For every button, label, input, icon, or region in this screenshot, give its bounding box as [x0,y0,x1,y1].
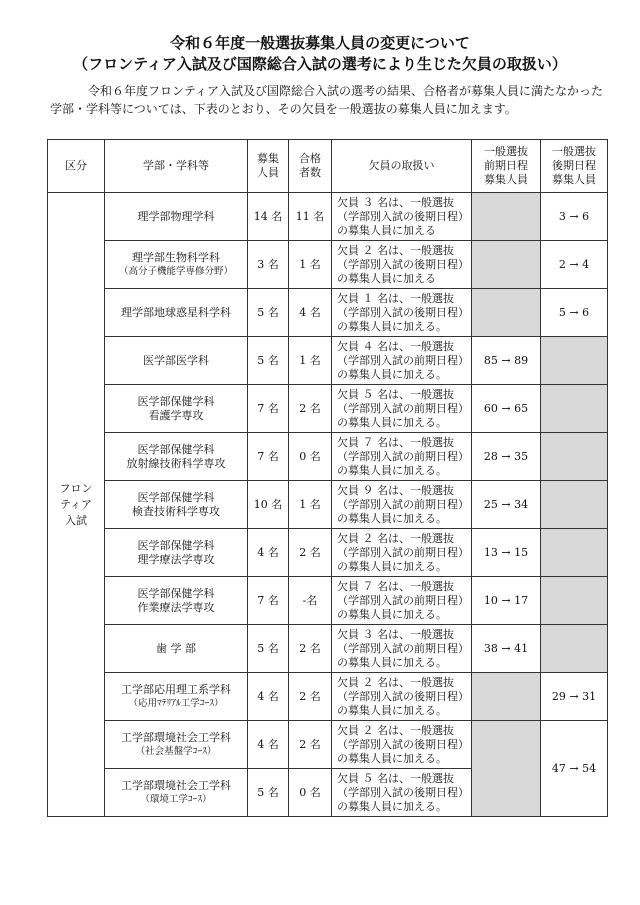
header-category: 区分 [48,140,105,193]
front-capacity-cell: 10 → 17 [472,577,541,625]
header-capacity-line2: 人員 [257,166,279,179]
passed-cell: 1 名 [289,241,332,289]
department-cell [105,433,248,481]
department-cell [105,721,248,769]
capacity-cell: 4 名 [248,721,289,769]
back-capacity-cell [541,337,608,385]
header-capacity [248,140,289,193]
handling-line1: 欠員 ２ 名は、一般選抜 [337,675,454,689]
vacancy-table [47,139,608,817]
handling-cell [332,337,472,385]
passed-cell: 1 名 [289,481,332,529]
handling-line3: の募集人員に加える。 [337,655,447,669]
back-capacity-cell [541,433,608,481]
handling-line3: の募集人員に加える。 [337,511,447,525]
handling-cell [332,529,472,577]
handling-line2: （学部別入試の前期日程） [337,449,469,463]
back-capacity-cell: 5 → 6 [541,289,608,337]
department-name: 医学部保健学科 [137,586,215,600]
handling-cell [332,433,472,481]
table-row [48,385,608,433]
department-sub: （社会基盤学ｺｰｽ） [135,745,217,757]
header-passed [289,140,332,193]
capacity-cell: 5 名 [248,289,289,337]
handling-line1: 欠員 ３ 名は、一般選抜 [337,627,454,641]
front-capacity-cell [472,721,541,817]
handling-line1: 欠員 ２ 名は、一般選抜 [337,723,454,737]
handling-line1: 欠員 ７ 名は、一般選抜 [337,579,454,593]
handling-line1: 欠員 ５ 名は、一般選抜 [337,387,454,401]
front-capacity-cell: 13 → 15 [472,529,541,577]
table-row [48,241,608,289]
front-capacity-cell: 38 → 41 [472,625,541,673]
passed-cell: 11 名 [289,193,332,241]
handling-line3: の募集人員に加える。 [337,367,447,381]
back-capacity-cell: 2 → 4 [541,241,608,289]
handling-line2: （学部別入試の前期日程） [337,593,469,607]
capacity-cell: 5 名 [248,625,289,673]
passed-cell: -名 [289,577,332,625]
handling-line3: の募集人員に加える [337,271,436,285]
handling-line2: （学部別入試の前期日程） [337,641,469,655]
department-sub: 看護学専攻 [148,408,204,422]
capacity-cell: 5 名 [248,337,289,385]
table-row [48,433,608,481]
back-capacity-cell [541,625,608,673]
document-title: 令和６年度一般選抜募集人員の変更について [170,34,470,52]
handling-line3: の募集人員に加える。 [337,703,447,717]
header-front-line3: 募集人員 [484,173,528,186]
intro-line-1: 令和６年度フロンティア入試及び国際総合入試の選考の結果、合格者が募集人員に満たなかった [88,84,604,98]
header-front-line1: 一般選抜 [484,145,528,158]
header-front-capacity [472,140,541,193]
department-sub: （環境工学ｺｰｽ） [140,793,212,805]
capacity-cell: 14 名 [248,193,289,241]
department-name: 工学部環境社会工学科 [121,778,231,792]
front-capacity-cell: 28 → 35 [472,433,541,481]
handling-cell [332,385,472,433]
header-back-line3: 募集人員 [552,173,596,186]
department-cell [105,481,248,529]
front-capacity-cell [472,241,541,289]
handling-cell [332,673,472,721]
department-name: 医学部保健学科 [137,538,215,552]
header-front-line2: 前期日程 [484,159,528,172]
table-row [48,721,608,769]
handling-line3: の募集人員に加える。 [337,559,447,573]
front-capacity-cell: 60 → 65 [472,385,541,433]
category-line2: ティア [59,497,93,511]
capacity-cell: 7 名 [248,385,289,433]
handling-line2: （学部別入試の後期日程） [337,209,469,223]
table-row [48,673,608,721]
back-capacity-cell: 47 → 54 [541,721,608,817]
table-row [48,289,608,337]
back-capacity-cell: 3 → 6 [541,193,608,241]
handling-line1: 欠員 ５ 名は、一般選抜 [337,771,454,785]
department-sub: 作業療法学専攻 [137,600,215,614]
header-back-capacity [541,140,608,193]
intro-line-2: 学部・学科等については、下表のとおり、その欠員を一般選抜の募集人員に加えます。 [50,102,517,116]
front-capacity-cell: 25 → 34 [472,481,541,529]
back-capacity-cell [541,481,608,529]
department-name: 理学部生物科学科 [132,250,220,264]
header-back-line2: 後期日程 [552,159,596,172]
handling-cell [332,769,472,817]
back-capacity-cell [541,577,608,625]
handling-line2: （学部別入試の後期日程） [337,689,469,703]
front-capacity-cell [472,193,541,241]
department-cell [105,769,248,817]
handling-cell [332,241,472,289]
department-cell [105,241,248,289]
table-row [48,193,608,241]
capacity-cell: 5 名 [248,769,289,817]
handling-line3: の募集人員に加える。 [337,607,447,621]
handling-cell [332,625,472,673]
department-name: 歯 学 部 [156,641,196,655]
handling-line1: 欠員 ４ 名は、一般選抜 [337,339,454,353]
handling-cell [332,481,472,529]
passed-cell: 0 名 [289,769,332,817]
header-passed-line2: 者数 [299,166,321,179]
document-subtitle: （フロンティア入試及び国際総合入試の選考により生じた欠員の取扱い） [73,55,567,73]
handling-line3: の募集人員に加える。 [337,751,447,765]
handling-line2: （学部別入試の前期日程） [337,497,469,511]
handling-line3: の募集人員に加える。 [337,415,447,429]
handling-cell [332,721,472,769]
passed-cell: 2 名 [289,721,332,769]
handling-line1: 欠員 ２ 名は、一般選抜 [337,243,454,257]
front-capacity-cell: 85 → 89 [472,337,541,385]
table-header-row [48,140,608,193]
handling-cell [332,289,472,337]
handling-line1: 欠員 ９ 名は、一般選抜 [337,483,454,497]
passed-cell: 2 名 [289,385,332,433]
handling-line2: （学部別入試の前期日程） [337,545,469,559]
department-cell [105,577,248,625]
handling-line2: （学部別入試の後期日程） [337,737,469,751]
header-capacity-line1: 募集 [257,152,279,165]
intro-paragraph [50,82,610,118]
capacity-cell: 3 名 [248,241,289,289]
header-back-line1: 一般選抜 [552,145,596,158]
department-cell [105,385,248,433]
department-cell [105,337,248,385]
category-cell [48,193,105,817]
handling-line2: （学部別入試の後期日程） [337,305,469,319]
category-line1: フロン [59,481,93,495]
department-sub: （高分子機能学専修分野） [118,265,233,277]
handling-line2: （学部別入試の後期日程） [337,257,469,271]
passed-cell: 1 名 [289,337,332,385]
handling-line3: の募集人員に加える。 [337,319,447,333]
handling-line2: （学部別入試の前期日程） [337,401,469,415]
handling-line2: （学部別入試の前期日程） [337,353,469,367]
handling-line3: の募集人員に加える [337,223,436,237]
front-capacity-cell [472,289,541,337]
passed-cell: 2 名 [289,625,332,673]
back-capacity-cell [541,529,608,577]
header-passed-line1: 合格 [299,152,321,165]
department-sub: 理学療法学専攻 [137,552,215,566]
capacity-cell: 7 名 [248,433,289,481]
department-name: 医学部保健学科 [137,442,215,456]
handling-line1: 欠員 １ 名は、一般選抜 [337,291,454,305]
header-handling: 欠員の取扱い [332,140,472,193]
handling-line3: の募集人員に加える。 [337,463,447,477]
handling-line1: 欠員 ７ 名は、一般選抜 [337,435,454,449]
department-cell [105,529,248,577]
department-cell [105,289,248,337]
department-sub: 放射線技術科学専攻 [126,456,226,470]
back-capacity-cell: 29 → 31 [541,673,608,721]
passed-cell: 4 名 [289,289,332,337]
department-name: 理学部地球惑星科学科 [121,305,231,319]
department-cell [105,625,248,673]
department-name: 医学部保健学科 [137,490,215,504]
capacity-cell: 10 名 [248,481,289,529]
table-row [48,625,608,673]
table-row [48,529,608,577]
front-capacity-cell [472,673,541,721]
table-row [48,337,608,385]
handling-line1: 欠員 ２ 名は、一般選抜 [337,531,454,545]
department-name: 工学部応用理工系学科 [121,682,231,696]
category-line3: 入試 [65,513,87,527]
passed-cell: 0 名 [289,433,332,481]
department-name: 工学部環境社会工学科 [121,730,231,744]
department-name: 理学部物理学科 [137,209,215,223]
table-row [48,481,608,529]
department-sub: （応用ﾏﾃﾘｱﾙ工学ｺｰｽ） [128,697,224,709]
handling-cell [332,193,472,241]
passed-cell: 2 名 [289,529,332,577]
back-capacity-cell [541,385,608,433]
department-cell [105,673,248,721]
handling-line3: の募集人員に加える。 [337,799,447,813]
capacity-cell: 7 名 [248,577,289,625]
department-name: 医学部医学科 [143,353,209,367]
department-name: 医学部保健学科 [137,394,215,408]
department-cell [105,193,248,241]
department-sub: 検査技術科学専攻 [132,504,220,518]
table-row [48,577,608,625]
handling-line2: （学部別入試の後期日程） [337,785,469,799]
header-department: 学部・学科等 [105,140,248,193]
passed-cell: 2 名 [289,673,332,721]
capacity-cell: 4 名 [248,529,289,577]
capacity-cell: 4 名 [248,673,289,721]
handling-cell [332,577,472,625]
handling-line1: 欠員 ３ 名は、一般選抜 [337,195,454,209]
